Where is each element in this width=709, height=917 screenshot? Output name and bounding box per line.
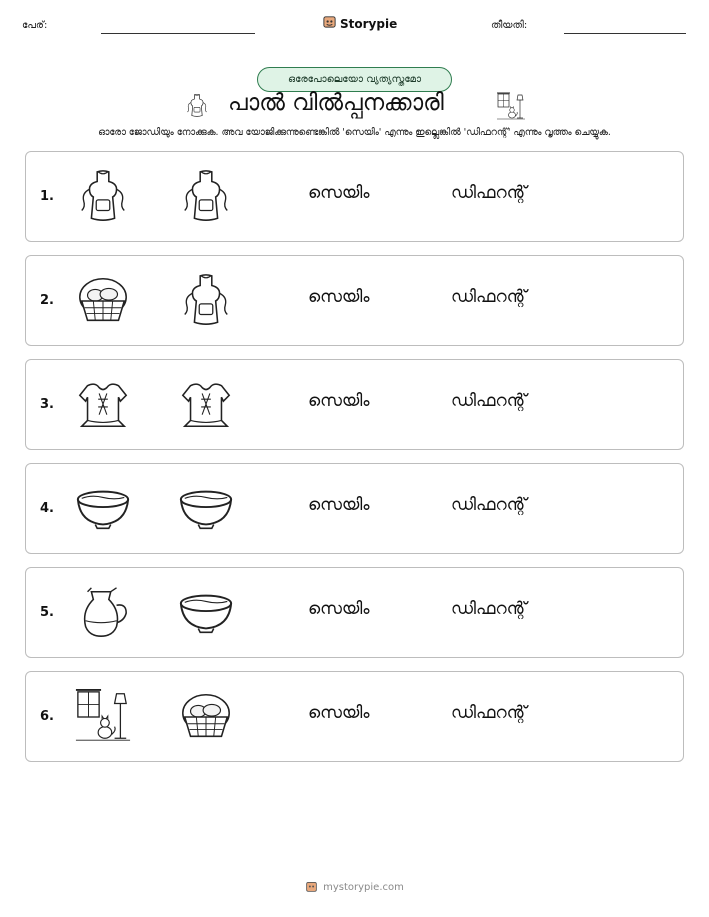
name-line[interactable] (101, 33, 255, 34)
milkmaid-icon (184, 92, 210, 124)
brand-name: Storypie (340, 16, 398, 31)
worksheet-header (0, 12, 709, 42)
exercise-row (25, 671, 684, 762)
exercise-row (25, 567, 684, 658)
bowl-icon (74, 480, 132, 538)
instructions: ഓരോ ജോഡിയും നോക്കുക. അവ യോജിക്കുന്നുണ്ടെങ്കിൽ 'സെയിം' എന്നും ഇല്ലെങ്കിൽ 'ഡിഫറന്റ്' എന്നും വൃത്തം ചെയ്യുക. (98, 127, 611, 138)
worksheet-type-badge: ഒരേപോലെയോ വ്യത്യസ്തമോ (257, 67, 452, 92)
row-number: 5. (40, 605, 54, 620)
different-option[interactable]: ഡിഫറന്റ് (451, 495, 527, 515)
bodice-icon (74, 376, 132, 434)
same-option[interactable]: സെയിം (308, 287, 370, 307)
bread-basket-icon (177, 688, 235, 746)
storypie-icon (322, 14, 337, 33)
different-option[interactable]: ഡിഫറന്റ് (451, 183, 527, 203)
row-number: 2. (40, 293, 54, 308)
apron-icon (74, 168, 132, 226)
title-row (0, 90, 709, 122)
same-option[interactable]: സെയിം (308, 599, 370, 619)
exercise-row (25, 359, 684, 450)
different-option[interactable]: ഡിഫറന്റ് (451, 391, 527, 411)
brand-logo (322, 14, 397, 33)
row-number: 3. (40, 397, 54, 412)
storypie-icon (305, 878, 318, 897)
apron-icon (177, 272, 235, 330)
room-cat-icon (74, 688, 132, 746)
date-line[interactable] (564, 33, 686, 34)
row-number: 4. (40, 501, 54, 516)
different-option[interactable]: ഡിഫറന്റ് (451, 599, 527, 619)
exercise-row (25, 151, 684, 242)
bowl-icon (177, 584, 235, 642)
page-title: പാൽ വിൽപ്പനക്കാരി (228, 90, 444, 116)
exercise-row (25, 463, 684, 554)
bread-basket-icon (74, 272, 132, 330)
bowl-icon (177, 480, 235, 538)
name-label: പേര്: (22, 20, 48, 31)
room-icon (496, 92, 526, 126)
milk-jug-icon (74, 584, 132, 642)
different-option[interactable]: ഡിഫറന്റ് (451, 703, 527, 723)
date-label: തീയതി: (491, 20, 528, 31)
same-option[interactable]: സെയിം (308, 183, 370, 203)
row-number: 6. (40, 709, 54, 724)
same-option[interactable]: സെയിം (308, 495, 370, 515)
apron-icon (177, 168, 235, 226)
exercise-row (25, 255, 684, 346)
footer-url[interactable]: mystorypie.com (323, 882, 404, 893)
bodice-icon (177, 376, 235, 434)
footer (0, 878, 709, 897)
different-option[interactable]: ഡിഫറന്റ് (451, 287, 527, 307)
same-option[interactable]: സെയിം (308, 703, 370, 723)
row-number: 1. (40, 189, 54, 204)
same-option[interactable]: സെയിം (308, 391, 370, 411)
